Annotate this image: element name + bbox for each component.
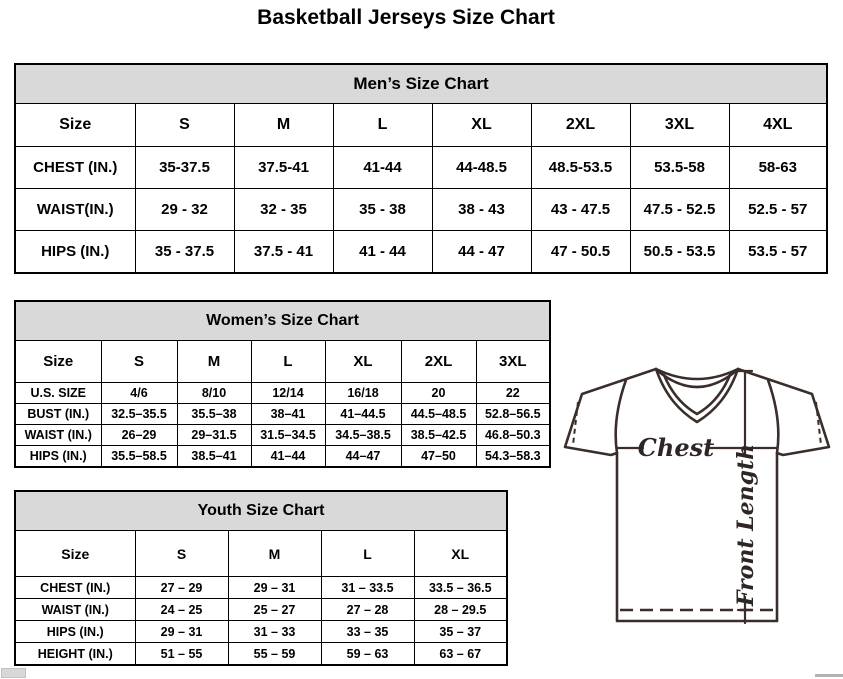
size-cell: 22 [476, 383, 550, 404]
size-cell: 35 - 38 [333, 189, 432, 231]
size-cell: 44 - 47 [432, 231, 531, 274]
jersey-outline [565, 369, 829, 621]
youth-size-table [14, 490, 508, 666]
size-cell: 31.5–34.5 [251, 425, 325, 446]
row-label: HIPS (IN.) [15, 621, 135, 643]
size-cell: 35.5–58.5 [101, 446, 177, 468]
column-header: 4XL [729, 104, 827, 147]
size-cell: 35 - 37.5 [135, 231, 234, 274]
size-cell: 27 – 29 [135, 577, 228, 599]
row-label: WAIST (IN.) [15, 425, 101, 446]
column-header: 2XL [531, 104, 630, 147]
size-cell: 38.5–41 [177, 446, 251, 468]
column-header: 2XL [401, 341, 476, 383]
size-cell: 25 – 27 [228, 599, 321, 621]
table-row [15, 147, 827, 189]
womens-size-table [14, 300, 551, 468]
table-row [15, 383, 550, 404]
row-label: WAIST (IN.) [15, 599, 135, 621]
size-cell: 41–44.5 [325, 404, 401, 425]
column-header: XL [325, 341, 401, 383]
column-header: 3XL [630, 104, 729, 147]
size-cell: 43 - 47.5 [531, 189, 630, 231]
size-cell: 44–47 [325, 446, 401, 468]
row-label: HEIGHT (IN.) [15, 643, 135, 666]
left-armhole-seam [616, 380, 626, 453]
table-row [15, 643, 507, 666]
table-row [15, 404, 550, 425]
size-cell: 37.5 - 41 [234, 231, 333, 274]
column-header: M [228, 531, 321, 577]
youth-table-caption-row [15, 491, 507, 531]
row-label: HIPS (IN.) [15, 446, 101, 468]
size-cell: 31 – 33 [228, 621, 321, 643]
size-cell: 24 – 25 [135, 599, 228, 621]
size-cell: 51 – 55 [135, 643, 228, 666]
column-header: 3XL [476, 341, 550, 383]
column-header-size: Size [15, 531, 135, 577]
size-cell: 46.8–50.3 [476, 425, 550, 446]
size-cell: 8/10 [177, 383, 251, 404]
size-cell: 38–41 [251, 404, 325, 425]
size-cell: 41–44 [251, 446, 325, 468]
table-row [15, 599, 507, 621]
row-label: CHEST (IN.) [15, 577, 135, 599]
column-header: L [251, 341, 325, 383]
size-cell: 63 – 67 [414, 643, 507, 666]
size-cell: 41 - 44 [333, 231, 432, 274]
row-label: WAIST(IN.) [15, 189, 135, 231]
column-header: XL [432, 104, 531, 147]
mens-table-caption-row [15, 64, 827, 104]
size-cell: 38 - 43 [432, 189, 531, 231]
front-length-measure-label: Front Length [733, 443, 759, 607]
size-cell: 29 - 32 [135, 189, 234, 231]
womens-table-header-row [15, 341, 550, 383]
size-cell: 53.5-58 [630, 147, 729, 189]
jersey-diagram [552, 358, 842, 668]
table-row [15, 577, 507, 599]
size-cell: 47–50 [401, 446, 476, 468]
size-cell: 38.5–42.5 [401, 425, 476, 446]
youth-table-title: Youth Size Chart [15, 491, 507, 531]
size-cell: 20 [401, 383, 476, 404]
size-cell: 29–31.5 [177, 425, 251, 446]
size-cell: 12/14 [251, 383, 325, 404]
size-cell: 47.5 - 52.5 [630, 189, 729, 231]
mens-table-title: Men’s Size Chart [15, 64, 827, 104]
row-label: BUST (IN.) [15, 404, 101, 425]
size-cell: 29 – 31 [135, 621, 228, 643]
column-header: L [333, 104, 432, 147]
size-cell: 33 – 35 [321, 621, 414, 643]
ui-artifact-left [1, 668, 26, 678]
size-cell: 4/6 [101, 383, 177, 404]
size-cell: 16/18 [325, 383, 401, 404]
size-cell: 44-48.5 [432, 147, 531, 189]
size-cell: 34.5–38.5 [325, 425, 401, 446]
chest-measure-label: Chest [637, 433, 715, 462]
size-cell: 48.5-53.5 [531, 147, 630, 189]
column-header: S [101, 341, 177, 383]
table-row [15, 425, 550, 446]
size-cell: 50.5 - 53.5 [630, 231, 729, 274]
mens-size-table [14, 63, 828, 274]
size-cell: 41-44 [333, 147, 432, 189]
size-cell: 32 - 35 [234, 189, 333, 231]
size-cell: 33.5 – 36.5 [414, 577, 507, 599]
mens-table-header-row [15, 104, 827, 147]
size-cell: 52.5 - 57 [729, 189, 827, 231]
table-row [15, 231, 827, 274]
table-row [15, 621, 507, 643]
column-header: M [177, 341, 251, 383]
column-header: M [234, 104, 333, 147]
size-cell: 52.8–56.5 [476, 404, 550, 425]
size-cell: 35-37.5 [135, 147, 234, 189]
right-armhole-seam [768, 380, 778, 453]
size-cell: 47 - 50.5 [531, 231, 630, 274]
womens-table-title: Women’s Size Chart [15, 301, 550, 341]
table-row [15, 189, 827, 231]
column-header: L [321, 531, 414, 577]
row-label: U.S. SIZE [15, 383, 101, 404]
size-cell: 26–29 [101, 425, 177, 446]
column-header: S [135, 104, 234, 147]
size-cell: 28 – 29.5 [414, 599, 507, 621]
youth-table-header-row [15, 531, 507, 577]
row-label: CHEST (IN.) [15, 147, 135, 189]
column-header-size: Size [15, 104, 135, 147]
page-title: Basketball Jerseys Size Chart [257, 6, 555, 29]
size-cell: 32.5–35.5 [101, 404, 177, 425]
size-cell: 58-63 [729, 147, 827, 189]
column-header: S [135, 531, 228, 577]
size-cell: 29 – 31 [228, 577, 321, 599]
size-cell: 31 – 33.5 [321, 577, 414, 599]
column-header: XL [414, 531, 507, 577]
size-cell: 27 – 28 [321, 599, 414, 621]
size-cell: 59 – 63 [321, 643, 414, 666]
size-cell: 55 – 59 [228, 643, 321, 666]
size-cell: 44.5–48.5 [401, 404, 476, 425]
size-cell: 35.5–38 [177, 404, 251, 425]
size-cell: 54.3–58.3 [476, 446, 550, 468]
column-header-size: Size [15, 341, 101, 383]
womens-table-caption-row [15, 301, 550, 341]
size-cell: 35 – 37 [414, 621, 507, 643]
table-row [15, 446, 550, 468]
ui-artifact-right [815, 674, 843, 677]
row-label: HIPS (IN.) [15, 231, 135, 274]
size-cell: 53.5 - 57 [729, 231, 827, 274]
size-cell: 37.5-41 [234, 147, 333, 189]
